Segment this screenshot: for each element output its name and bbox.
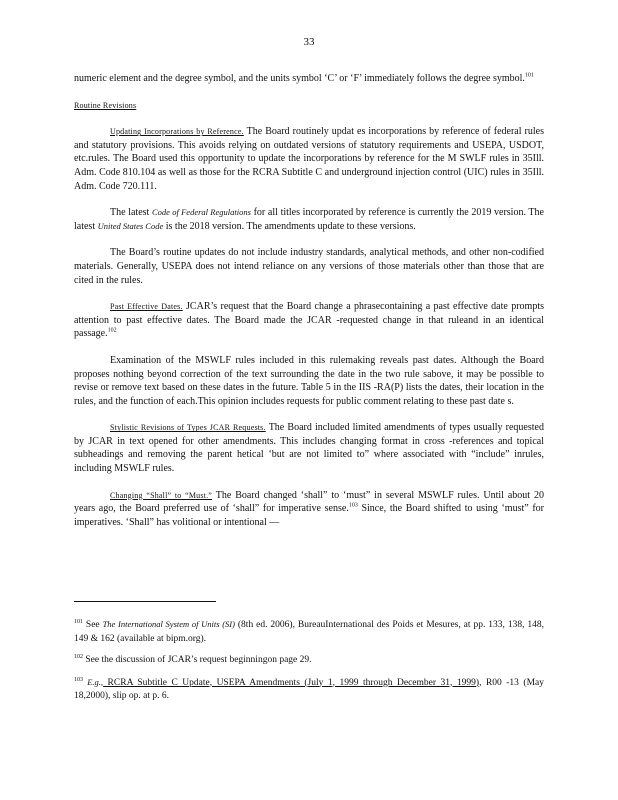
paragraph-text: The Board routinely updat es incorporations by reference of federal rules and statutory provisions. This avoids relying on outdated versions of statutory requirements and USEPA, USDOT, etc.rules. The Board used this opportunity to update the incorporations by reference for the M SWLF rules in 35Ill. Adm. Code 810.104 as well as those for the RCRA Subtitle C and underground injection control (UIC) rules in 35Ill. Adm. Code 720.111. (74, 126, 544, 192)
footnote-divider (74, 601, 216, 602)
subheading-updating: Updating Incorporations by Reference. (110, 127, 244, 137)
subheading-shall-must: Changing “Shall” to “Must.” (110, 490, 213, 500)
footnote-ref-102: 102 (107, 327, 117, 334)
footnote-citation-title: The International System of Units (SI) (102, 619, 235, 629)
footnote-text: See the discussion of JCAR’s request beginningon page 29. (83, 655, 312, 665)
paragraph-text: The Board included limited amendments of types usually requested by JCAR in text opened for other amendments. This includes changing format in cross -references and topical subheadings and removing the parent hetical ‘but are not limited to” where associated with “include” inrules, including MSWLF rules. (74, 422, 544, 475)
footnote-ref-101: 101 (524, 72, 534, 79)
paragraph-routine-updates: The Board’s routine updates do not include industry standards, analytical methods, and other non-codified materials. Generally, USEPA does not intend reliance on any versions of those materials other than those that are cited in the rules. (74, 247, 544, 286)
section-heading (74, 99, 544, 113)
paragraph-examination: Examination of the MSWLF rules included in this rulemaking reveals past dates. Although the Board proposes nothing beyond correction of the text surrounding the date in the two rule sabove, it may be possible to revise or remove text based on these dates in the future. Table 5 in the IIS -RA(P) lists the dates, their location in the rules, and the function of each.This opinion includes requests for public comment relating to these past date s. (74, 354, 544, 407)
footnote-number: 102 (74, 653, 83, 660)
usc-title: United States Code (97, 220, 164, 231)
paragraph-stylistic-revisions (74, 421, 544, 475)
footnote-number: 103 (74, 676, 83, 683)
page-number: 33 (303, 36, 315, 48)
paragraph-text: The latest (110, 207, 152, 219)
paragraph-text: The Board changed ‘shall” to ‘must” in several MSWLF rules. Until about 20 years ago, the Board preferred use of ‘shall” for imperative sense. (74, 489, 544, 515)
footnote-101 (74, 618, 544, 646)
footnote-text: , R00 -13 (May 18,2000), slip op. at p. 6. (74, 677, 545, 701)
footnote-text: (8th ed. 2006), BureauInternational des Poids et Mesures, at pp. 133, 138, 148, 149 & 162 (available at bipm.org). (74, 620, 545, 644)
subheading-stylistic: Stylistic Revisions of Types JCAR Requests. (110, 423, 266, 433)
footnote-citation: RCRA Subtitle C Update, USEPA Amendments (July 1, 1999 through December 31, 1999) (103, 677, 480, 688)
cfr-title: Code of Federal Regulations (151, 207, 251, 218)
paragraph-text: JCAR’s request that the Board change a phrasecontaining a past effective date prompts attention to past effective dates. The Board made the JCAR -requested change in that ruleand in an identical passage. (74, 301, 544, 340)
footnote-eg: E.g., (83, 676, 104, 687)
paragraph-updating-incorporations (74, 125, 544, 193)
footnote-102 (74, 654, 544, 668)
paragraph-past-effective-dates (74, 300, 544, 341)
body-text (74, 72, 544, 529)
routine-revisions-heading: Routine Revisions (74, 100, 137, 110)
footnotes (74, 618, 544, 712)
footnote-103 (74, 676, 544, 704)
paragraph-text: for all titles incorporated by reference is currently the 2019 version. The latest (74, 207, 544, 232)
footnote-text: See (83, 620, 103, 630)
paragraph-text: Since, the Board shifted to using ‘must” for imperatives. ‘Shall” has volitional or intentional — (74, 503, 544, 528)
paragraph-shall-must (74, 489, 544, 530)
paragraph-continuation (74, 72, 544, 86)
paragraph-latest-versions (74, 206, 544, 233)
footnote-number: 101 (74, 618, 83, 625)
footnote-ref-103: 103 (348, 502, 358, 509)
paragraph-text: is the 2018 version. The amendments update to these versions. (163, 220, 416, 232)
subheading-past-dates: Past Effective Dates. (110, 302, 183, 312)
paragraph-text: numeric element and the degree symbol, and the units symbol ‘C’ or ‘F’ immediately follows the degree symbol. (74, 73, 525, 84)
